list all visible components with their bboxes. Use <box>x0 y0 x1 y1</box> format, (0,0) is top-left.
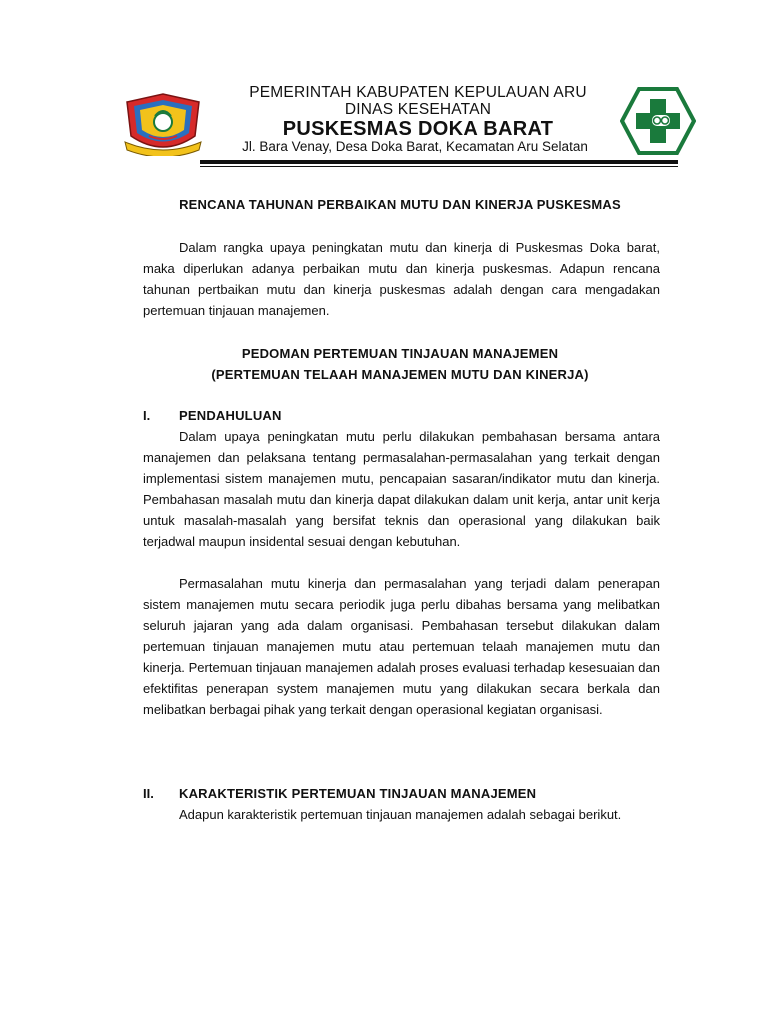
guideline-subtitle: (PERTEMUAN TELAAH MANAJEMEN MUTU DAN KINERJA) <box>211 367 589 382</box>
document-title: RENCANA TAHUNAN PERBAIKAN MUTU DAN KINERJA PUSKESMAS <box>179 197 621 212</box>
guideline-title: PEDOMAN PERTEMUAN TINJAUAN MANAJEMEN <box>241 346 559 361</box>
letterhead-address: Jl. Bara Venay, Desa Doka Barat, Kecamatan Aru Selatan <box>242 139 588 154</box>
letterhead-government: PEMERINTAH KABUPATEN KEPULAUAN ARU <box>249 84 587 101</box>
intro-paragraph: Dalam rangka upaya peningkatan mutu dan kinerja di Puskesmas Doka barat, maka diperlukan adanya perbaikan mutu dan kinerja puskesmas. Adapun rencana tahunan pertbaikan mutu dan kinerja puskesmas adalah dengan cara mengadakan pertemuan tinjauan manajemen. <box>143 240 660 318</box>
letterhead-rule-thick <box>200 160 678 164</box>
letterhead-department: DINAS KESEHATAN <box>344 101 492 118</box>
section-1-title: PENDAHULUAN <box>179 408 282 423</box>
section-2-number: II. <box>143 786 154 801</box>
regency-emblem-logo <box>121 92 205 156</box>
section-1-paragraph-1: Dalam upaya peningkatan mutu perlu dilakukan pembahasan bersama antara manajemen dan pelaksana tentang permasalahan-permasalahan yang terkait dengan implementasi sistem manajemen mutu, pencapaian sasaran/indikator mutu dan kinerja. Pembahasan masalah mutu dan kinerja dapat dilakukan dalam unit kerja, antar unit kerja untuk masalah-masalah yang bersifat teknis dan operasional yang dilakukan baik terjadwal maupun insidental sesuai dengan kebutuhan. <box>143 429 660 549</box>
section-1-number: I. <box>143 408 151 423</box>
section-1-paragraph-2: Permasalahan mutu kinerja dan permasalahan yang terjadi dalam penerapan sistem manajemen mutu secara periodik juga perlu dibahas bersama yang melibatkan seluruh jajaran yang ada dalam organisasi. Pembahasan tersebut dilakukan dalam pertemuan tinjauan manajemen mutu atau pertemuan telaah manajemen mutu dan kinerja. Pertemuan tinjauan manajemen adalah proses evaluasi terhadap kesesuaian dan efektifitas penerapan system manajemen mutu yang dilakukan secara berkala dan melibatkan berbagai pihak yang terkait dengan operasional kegiatan organisasi. <box>143 576 660 717</box>
section-2-title: KARAKTERISTIK PERTEMUAN TINJAUAN MANAJEMEN <box>179 786 537 801</box>
section-2-paragraph-1: Adapun karakteristik pertemuan tinjauan manajemen adalah sebagai berikut. <box>179 807 622 822</box>
letterhead-institution: PUSKESMAS DOKA BARAT <box>282 118 554 140</box>
puskesmas-cross-logo <box>620 87 696 155</box>
letterhead-rule-thin <box>200 166 678 167</box>
